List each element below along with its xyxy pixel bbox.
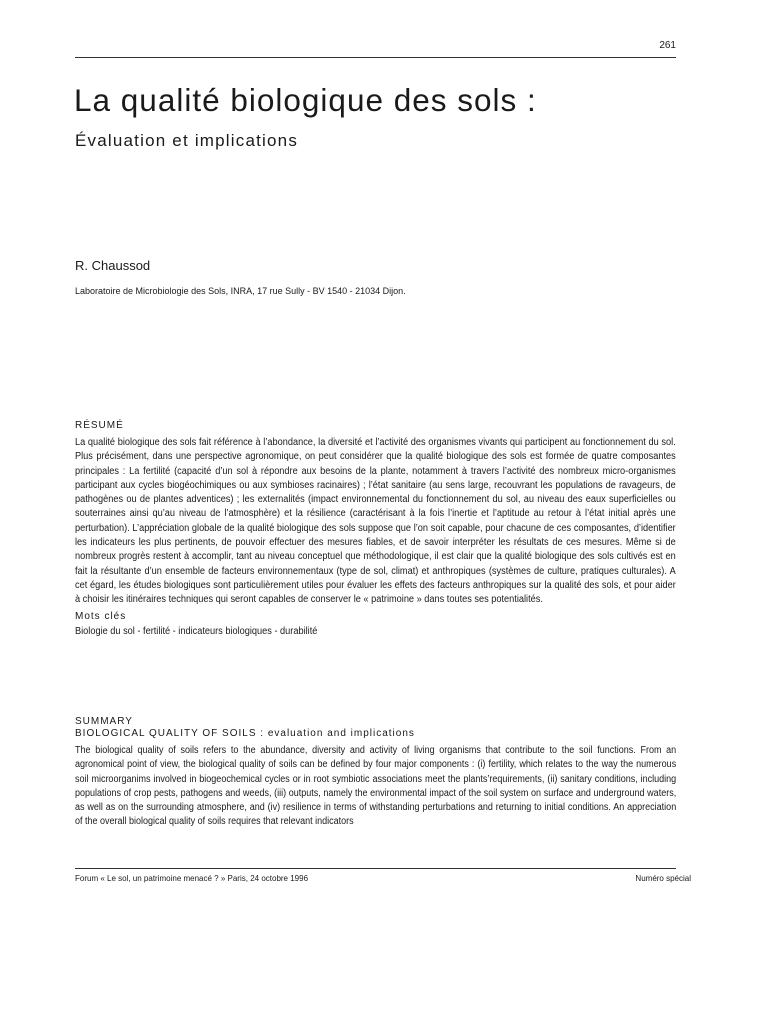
resume-section — [75, 420, 676, 639]
summary-title: BIOLOGICAL QUALITY OF SOILS : evaluation and implications — [75, 728, 415, 739]
page-number: 261 — [659, 40, 676, 51]
summary-heading: SUMMARY — [75, 716, 133, 727]
footer-issue: Numéro spécial — [635, 874, 691, 883]
author-name: R. Chaussod — [75, 258, 151, 273]
footer-rule — [75, 868, 676, 869]
author-affiliation: Laboratoire de Microbiologie des Sols, INRA, 17 rue Sully - BV 1540 - 21034 Dijon. — [75, 286, 406, 296]
article-subtitle: Évaluation et implications — [75, 131, 299, 150]
summary-section — [75, 716, 676, 830]
footer-citation: Forum « Le sol, un patrimoine menacé ? » Paris, 24 octobre 1996 — [75, 874, 309, 883]
keywords-list: Biologie du sol - fertilité - indicateurs biologiques - durabilité — [75, 625, 318, 637]
resume-text: La qualité biologique des sols fait référence à l’abondance, la diversité et l’activité des organismes vivants qui participent au fonctionnement du sol. Plus précisément, dans une perspective agronomique, on peut considérer que la qualité biologique des sols est formée de quatre composantes principales : La fertilité (capacité d’un sol à répondre aux besoins de la plante, notamment à travers l’activité des nombreux micro-organismes participant aux cycles biogéochimiques ou aux symbioses racinaires) ; l’état sanitaire (au sens large, recouvrant les populations de ravageurs, de pathogènes ou de plantes adventices) ; les externalités (impact environnemental du fonctionnement du sol, au niveau des eaux superficielles ou souterraines ainsi qu’au niveau de l’atmosphère) et la résilience (caractérisant à la fois l’inertie et l’aptitude au retour à l’état initial après une perturbation). L’appréciation globale de la qualité biologique des sols suppose que l’on soit capable, pour chacune de ces composantes, d’identifier les indicateurs les plus pertinents, de pouvoir effectuer des mesures fiables, et de savoir interpréter les résultats de ces mesures. Même si de nombreux progrès restent à accomplir, tant au niveau conceptuel que méthodologique, il est clair que la qualité biologique des sols cultivés est en fait la résultante d’un ensemble de facteurs environnementaux (type de sol, climat) et anthropiques (systèmes de culture, pratiques culturales). A cet égard, les études biologiques sont particulièrement utiles pour évaluer les effets des facteurs anthropiques sur la qualité des sols, et pour aider à choisir les itinéraires techniques qui seront capables de conserver le « patrimoine » dans toutes ses potentialités. — [75, 437, 676, 606]
keywords-heading: Mots clés — [75, 610, 127, 622]
article-title: La qualité biologique des sols : — [74, 82, 537, 118]
header-rule — [75, 57, 676, 58]
summary-text: The biological quality of soils refers to the abundance, diversity and activity of living organisms that contribute to the soil functions. From an agronomical point of view, the biological quality of soils can be defined by four major components : (i) fertility, which relates to the way the numerous soil microorganims involved in biogeochemical cycles or in root symbiotic associations meet the plants’requirements, (ii) sanitary conditions, including populations of crop pests, pathogens and weeds, (iii) outputs, namely the environmental impact of the soil system on surface and underground waters, as well as on the surrounding atmosphere, and (iv) resilience in terms of withstanding perturbations and returning to initial conditions. An appreciation of the overall biological quality of soils requires that relevant indicators — [75, 745, 677, 828]
resume-heading: RÉSUMÉ — [75, 420, 124, 431]
